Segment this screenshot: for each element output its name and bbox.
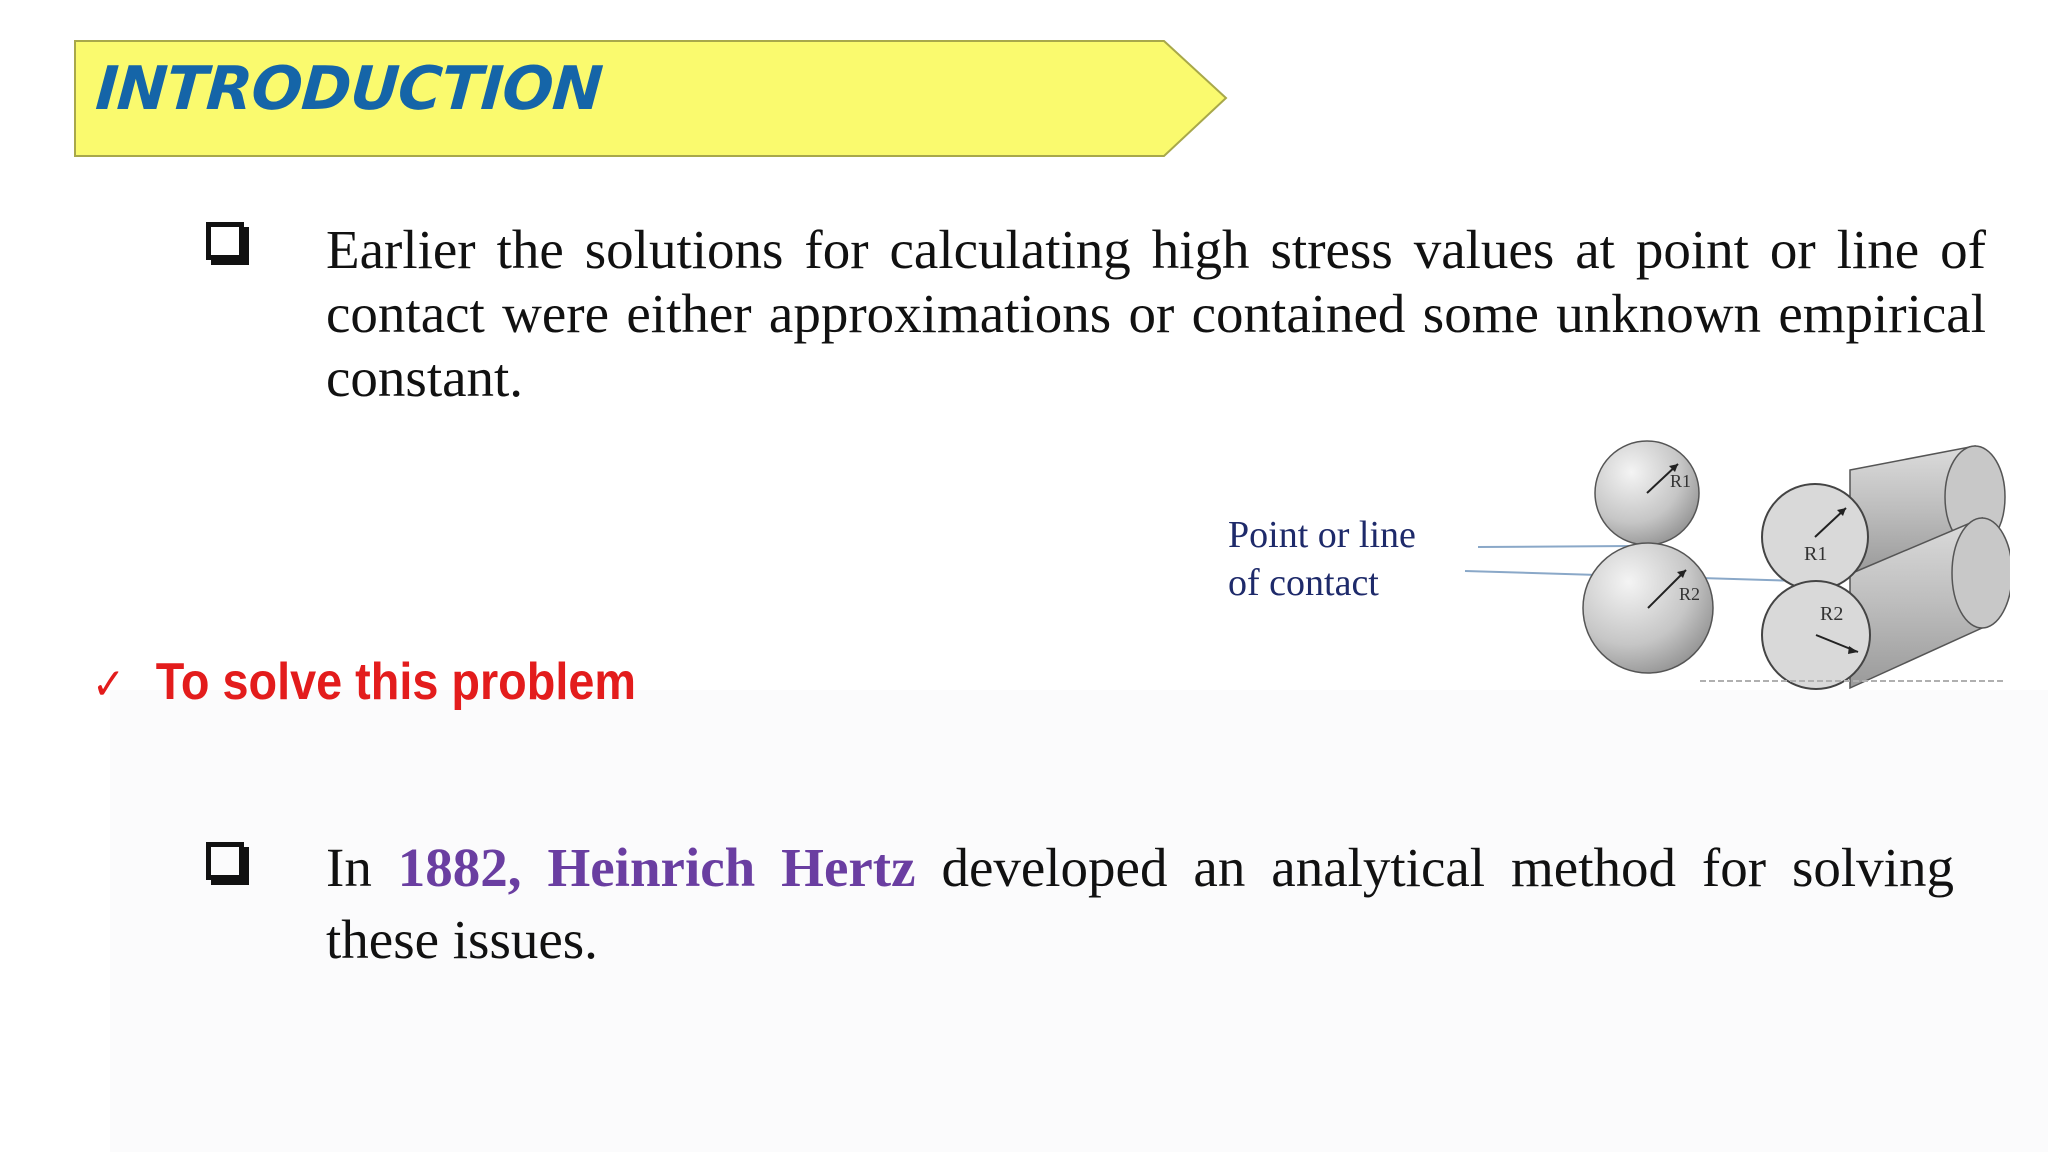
spheres-pair xyxy=(1583,441,1713,673)
checkbox-square-icon xyxy=(206,222,244,260)
leader-line-point xyxy=(1478,546,1632,547)
cylinder-label-r2: R2 xyxy=(1820,603,1844,625)
slide-title: INTRODUCTION xyxy=(93,54,605,124)
sphere-label-r2: R2 xyxy=(1679,584,1701,604)
sphere-label-r1: R1 xyxy=(1670,471,1692,491)
figure-label-line1: Point or line xyxy=(1228,514,1416,556)
figure-label-line2: of contact xyxy=(1228,562,1379,604)
bullet-2-highlight: 1882, Heinrich Hertz xyxy=(397,837,916,898)
bullet-2-suffix: developed an analytical method for solving these issues. xyxy=(326,837,1954,970)
cylinders-pair xyxy=(1762,446,2010,689)
checkbox-square-icon xyxy=(206,842,244,880)
contact-figure xyxy=(1220,430,2010,690)
checkmark-icon: ✓ xyxy=(92,659,126,710)
bullet-paragraph-1: Earlier the solutions for calculating high stress values at point or line of contact were either approximations or contained some unknown empirical constant. xyxy=(326,219,1986,408)
checkpoint-text: To solve this problem xyxy=(155,653,636,711)
checkpoint-row xyxy=(92,652,636,712)
contact-diagram xyxy=(1220,430,2010,690)
title-banner xyxy=(74,40,1232,156)
bullet-paragraph-2 xyxy=(326,832,1954,976)
cylinder-label-r1: R1 xyxy=(1804,543,1828,565)
bullet-2-prefix: In xyxy=(326,837,398,898)
